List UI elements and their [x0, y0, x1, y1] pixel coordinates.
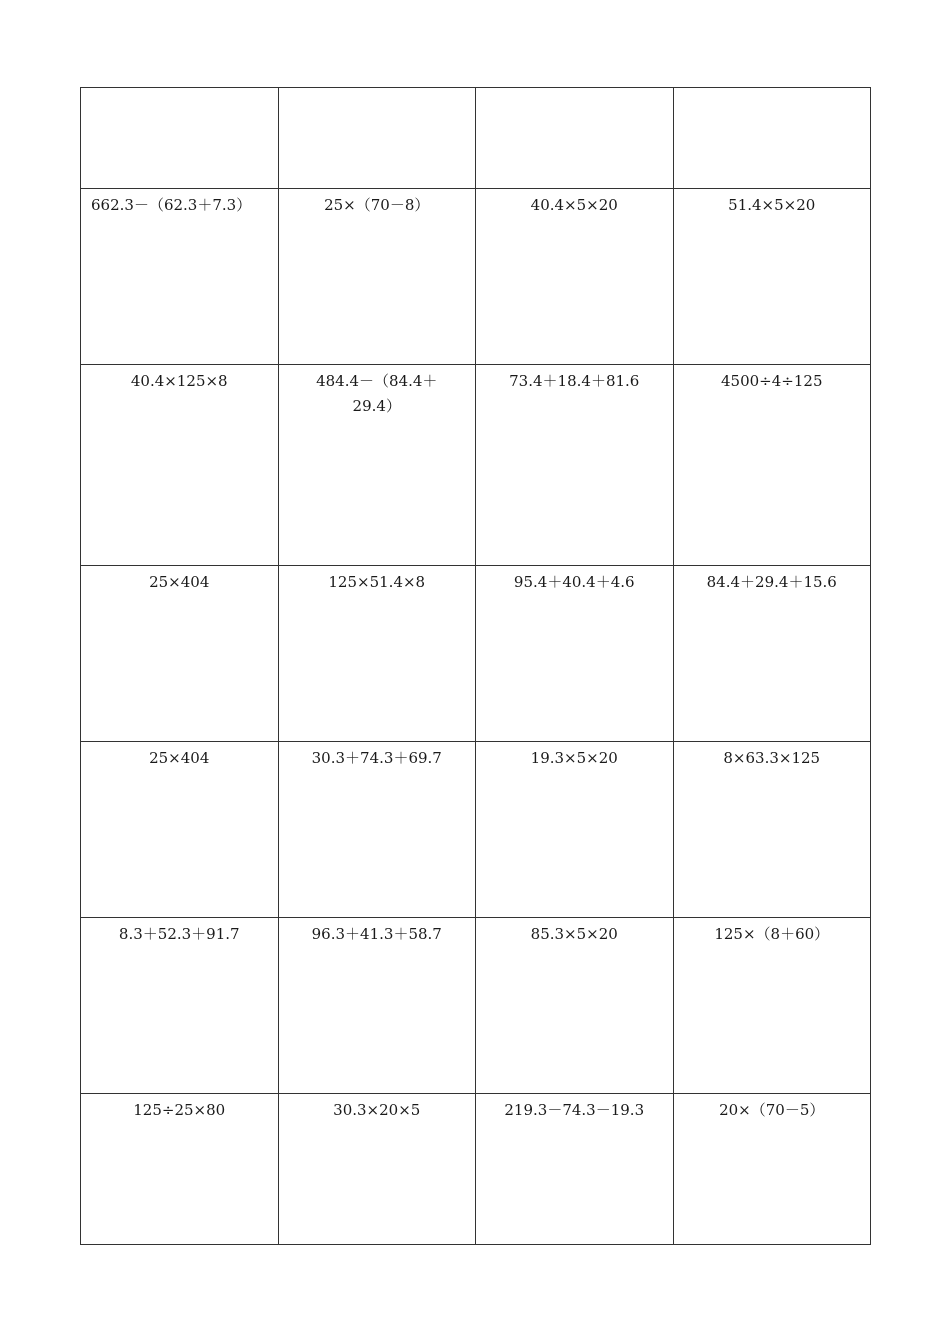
problem-cell: 4500÷4÷125 [673, 365, 871, 566]
problem-cell: 30.3＋74.3＋69.7 [278, 742, 476, 918]
problem-cell: 20×（70－5） [673, 1094, 871, 1245]
table-row [81, 918, 871, 1094]
table-row [81, 189, 871, 365]
calculation-worksheet-table [80, 87, 871, 1245]
problem-cell: 85.3×5×20 [476, 918, 674, 1094]
problem-cell [476, 88, 674, 189]
problem-cell: 30.3×20×5 [278, 1094, 476, 1245]
table-row [81, 742, 871, 918]
problem-cell: 95.4＋40.4＋4.6 [476, 566, 674, 742]
problem-cell [673, 88, 871, 189]
problem-cell: 484.4－（84.4＋29.4） [278, 365, 476, 566]
problem-cell [278, 88, 476, 189]
problem-cell: 25×（70－8） [278, 189, 476, 365]
problem-cell: 125×（8＋60） [673, 918, 871, 1094]
problem-cell: 8×63.3×125 [673, 742, 871, 918]
problem-cell: 125×51.4×8 [278, 566, 476, 742]
problem-cell: 19.3×5×20 [476, 742, 674, 918]
problem-cell: 84.4＋29.4＋15.6 [673, 566, 871, 742]
problem-cell: 125÷25×80 [81, 1094, 279, 1245]
problem-cell [81, 88, 279, 189]
table-row [81, 365, 871, 566]
table-row [81, 88, 871, 189]
problem-cell: 51.4×5×20 [673, 189, 871, 365]
problem-cell: 40.4×5×20 [476, 189, 674, 365]
problem-cell: 40.4×125×8 [81, 365, 279, 566]
problem-cell: 219.3－74.3－19.3 [476, 1094, 674, 1245]
problem-cell: 96.3＋41.3＋58.7 [278, 918, 476, 1094]
problem-cell: 25×404 [81, 566, 279, 742]
problem-cell: 662.3－（62.3＋7.3） [81, 189, 279, 365]
problem-cell: 73.4＋18.4＋81.6 [476, 365, 674, 566]
table-row [81, 566, 871, 742]
table-row [81, 1094, 871, 1245]
problem-cell: 8.3＋52.3＋91.7 [81, 918, 279, 1094]
problem-cell: 25×404 [81, 742, 279, 918]
